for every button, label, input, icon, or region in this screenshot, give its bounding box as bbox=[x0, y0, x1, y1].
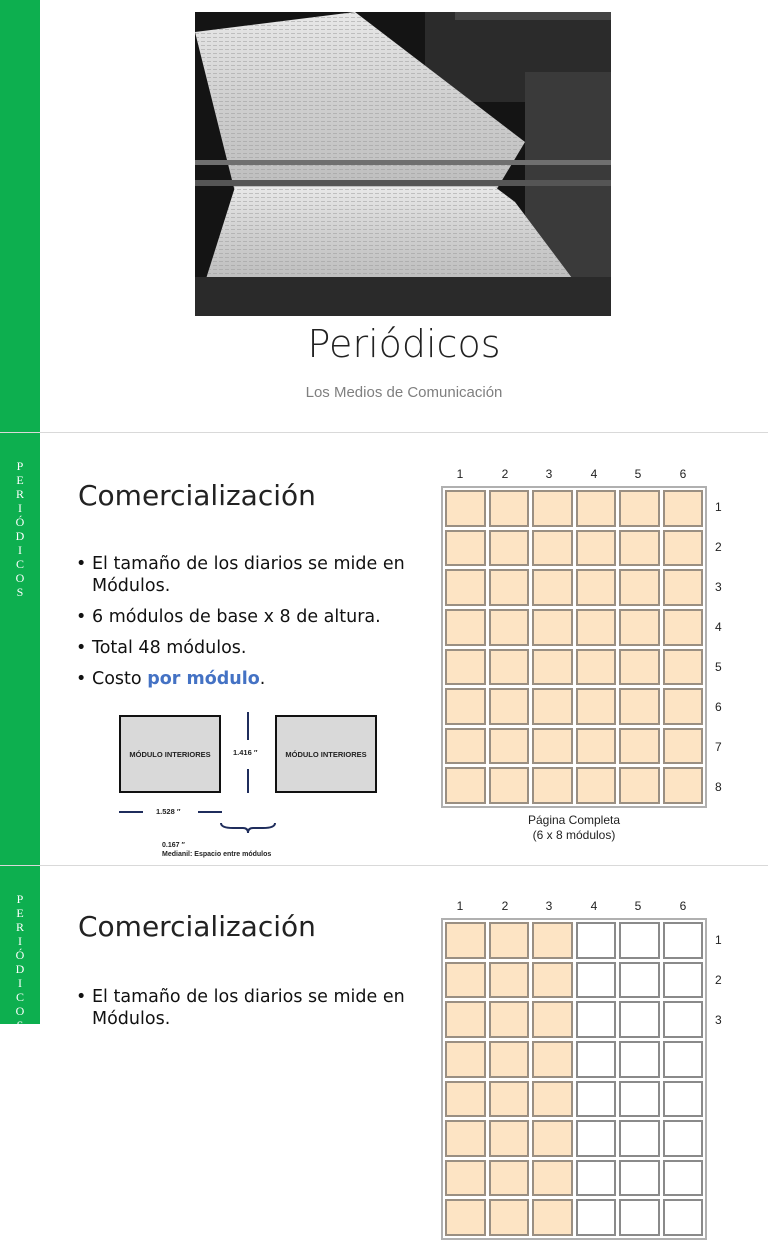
module-cell bbox=[532, 490, 573, 527]
module-cell bbox=[663, 1041, 704, 1078]
module-cell bbox=[445, 962, 486, 999]
column-number: 5 bbox=[634, 899, 642, 913]
module-cell bbox=[532, 609, 573, 646]
module-cell bbox=[445, 490, 486, 527]
module-cell bbox=[489, 767, 530, 804]
module-cell bbox=[663, 1160, 704, 1197]
row-number: 2 bbox=[715, 973, 722, 987]
module-cell bbox=[663, 609, 704, 646]
module-cell bbox=[489, 922, 530, 959]
module-cell bbox=[489, 569, 530, 606]
module-cell bbox=[619, 490, 660, 527]
newspaper-press-photo bbox=[195, 12, 611, 316]
height-label: 1.416 ″ bbox=[233, 748, 258, 757]
width-dimension-line bbox=[119, 811, 143, 813]
module-cell bbox=[619, 1041, 660, 1078]
slide-comercializacion-1 bbox=[0, 433, 768, 865]
module-cell bbox=[619, 1001, 660, 1038]
module-cell bbox=[663, 922, 704, 959]
module-cell bbox=[445, 609, 486, 646]
module-cell bbox=[663, 1199, 704, 1236]
bullet-item: • Total 48 módulos. bbox=[76, 637, 436, 659]
module-cell bbox=[619, 962, 660, 999]
module-cell bbox=[576, 530, 617, 567]
module-cell bbox=[445, 569, 486, 606]
module-cell bbox=[445, 922, 486, 959]
module-cell bbox=[445, 767, 486, 804]
partial-module-grid bbox=[441, 918, 707, 1240]
row-number: 5 bbox=[715, 660, 722, 674]
module-cell bbox=[532, 649, 573, 686]
column-number: 1 bbox=[456, 899, 464, 913]
module-cell bbox=[489, 530, 530, 567]
width-label: 1.528 ″ bbox=[156, 807, 181, 816]
bullet-item: • 6 módulos de base x 8 de altura. bbox=[76, 606, 436, 628]
module-cell bbox=[619, 728, 660, 765]
module-cell bbox=[663, 1081, 704, 1118]
module-cell bbox=[532, 728, 573, 765]
column-number: 1 bbox=[456, 467, 464, 481]
row-number: 3 bbox=[715, 580, 722, 594]
module-cell bbox=[663, 1001, 704, 1038]
module-cell bbox=[445, 1120, 486, 1157]
column-number: 3 bbox=[545, 899, 553, 913]
module-cell bbox=[445, 1081, 486, 1118]
bullet-item: • Costo por módulo. bbox=[76, 668, 436, 690]
module-cell bbox=[576, 569, 617, 606]
module-cell bbox=[489, 1001, 530, 1038]
module-cell bbox=[445, 688, 486, 725]
height-dimension-line bbox=[247, 712, 249, 740]
module-cell bbox=[663, 530, 704, 567]
green-sidebar bbox=[0, 0, 40, 432]
module-cell bbox=[576, 922, 617, 959]
module-cell bbox=[619, 1160, 660, 1197]
module-cell bbox=[619, 649, 660, 686]
module-cell bbox=[532, 1081, 573, 1118]
module-cell bbox=[532, 922, 573, 959]
column-number: 2 bbox=[501, 467, 509, 481]
column-number: 6 bbox=[679, 899, 687, 913]
module-box-right: MÓDULO INTERIORES bbox=[275, 715, 377, 793]
module-cell bbox=[445, 1041, 486, 1078]
module-cell bbox=[576, 1041, 617, 1078]
module-cell bbox=[532, 569, 573, 606]
module-cell bbox=[489, 728, 530, 765]
module-cell bbox=[489, 962, 530, 999]
page-subtitle: Los Medios de Comunicación bbox=[305, 384, 503, 401]
module-cell bbox=[576, 649, 617, 686]
module-cell bbox=[619, 1120, 660, 1157]
module-cell bbox=[663, 569, 704, 606]
module-box-left: MÓDULO INTERIORES bbox=[119, 715, 221, 793]
gutter-brace bbox=[219, 821, 277, 835]
green-sidebar bbox=[0, 866, 40, 1032]
module-cell bbox=[576, 962, 617, 999]
module-cell bbox=[489, 688, 530, 725]
module-cell bbox=[619, 530, 660, 567]
module-cell bbox=[489, 649, 530, 686]
vertical-periodicos-label: P E R I Ó D I C O S bbox=[15, 892, 25, 1032]
module-cell bbox=[576, 1120, 617, 1157]
height-dimension-line bbox=[247, 769, 249, 793]
gutter-note: 0.167 ″ Medianil: Espacio entre módulos bbox=[162, 842, 272, 858]
bullet-item: • El tamaño de los diarios se mide en Módulos. bbox=[76, 987, 405, 1029]
module-cell bbox=[445, 1160, 486, 1197]
module-cell bbox=[663, 1120, 704, 1157]
module-cell bbox=[489, 1160, 530, 1197]
vertical-periodicos-label: P E R I Ó D I C O S bbox=[15, 459, 25, 599]
module-cell bbox=[619, 1081, 660, 1118]
slide-title: Comercialización bbox=[78, 910, 316, 943]
column-number: 2 bbox=[501, 899, 509, 913]
module-cell bbox=[663, 728, 704, 765]
module-cell bbox=[532, 1160, 573, 1197]
module-cell bbox=[445, 728, 486, 765]
row-number: 1 bbox=[715, 933, 722, 947]
bullet-list bbox=[76, 553, 436, 699]
printing-press-illustration bbox=[195, 12, 611, 316]
slide-title bbox=[0, 0, 768, 432]
column-number: 4 bbox=[590, 899, 598, 913]
column-number: 5 bbox=[634, 467, 642, 481]
module-cell bbox=[532, 1001, 573, 1038]
module-cell bbox=[576, 1160, 617, 1197]
row-number: 3 bbox=[715, 1013, 722, 1027]
module-cell bbox=[532, 688, 573, 725]
module-cell bbox=[663, 767, 704, 804]
module-cell bbox=[619, 922, 660, 959]
highlight-por-modulo: por módulo bbox=[147, 669, 260, 689]
module-cell bbox=[663, 490, 704, 527]
module-cell bbox=[576, 728, 617, 765]
module-cell bbox=[445, 1199, 486, 1236]
module-cell bbox=[576, 1081, 617, 1118]
grid-caption: Página Completa (6 x 8 módulos) bbox=[527, 813, 621, 842]
module-cell bbox=[663, 688, 704, 725]
full-page-module-grid bbox=[441, 486, 707, 808]
module-cell bbox=[576, 1001, 617, 1038]
module-cell bbox=[619, 767, 660, 804]
module-cell bbox=[532, 1120, 573, 1157]
row-number: 6 bbox=[715, 700, 722, 714]
module-cell bbox=[619, 688, 660, 725]
module-cell bbox=[532, 1199, 573, 1236]
module-cell bbox=[576, 767, 617, 804]
module-cell bbox=[576, 609, 617, 646]
module-cell bbox=[532, 1041, 573, 1078]
module-cell bbox=[445, 649, 486, 686]
row-number: 8 bbox=[715, 780, 722, 794]
module-cell bbox=[489, 490, 530, 527]
module-cell bbox=[532, 767, 573, 804]
module-cell bbox=[576, 688, 617, 725]
module-cell bbox=[619, 569, 660, 606]
page-title: Periódicos bbox=[307, 322, 501, 366]
module-cell bbox=[445, 1001, 486, 1038]
row-number: 1 bbox=[715, 500, 722, 514]
module-cell bbox=[576, 490, 617, 527]
module-cell bbox=[619, 609, 660, 646]
width-dimension-line bbox=[198, 811, 222, 813]
module-cell bbox=[663, 649, 704, 686]
row-number: 2 bbox=[715, 540, 722, 554]
module-cell bbox=[489, 1041, 530, 1078]
column-number: 4 bbox=[590, 467, 598, 481]
green-sidebar bbox=[0, 433, 40, 865]
slide-title: Comercialización bbox=[78, 479, 316, 512]
module-cell bbox=[489, 1199, 530, 1236]
slide-comercializacion-2 bbox=[0, 866, 768, 1032]
module-cell bbox=[532, 530, 573, 567]
module-cell bbox=[489, 1081, 530, 1118]
module-cell bbox=[489, 1120, 530, 1157]
module-cell bbox=[663, 962, 704, 999]
bullet-item: • El tamaño de los diarios se mide en Módulos. bbox=[76, 553, 436, 597]
module-cell bbox=[489, 609, 530, 646]
module-cell bbox=[532, 962, 573, 999]
module-cell bbox=[619, 1199, 660, 1236]
module-cell bbox=[445, 530, 486, 567]
column-number: 6 bbox=[679, 467, 687, 481]
row-number: 7 bbox=[715, 740, 722, 754]
module-cell bbox=[576, 1199, 617, 1236]
row-number: 4 bbox=[715, 620, 722, 634]
column-number: 3 bbox=[545, 467, 553, 481]
